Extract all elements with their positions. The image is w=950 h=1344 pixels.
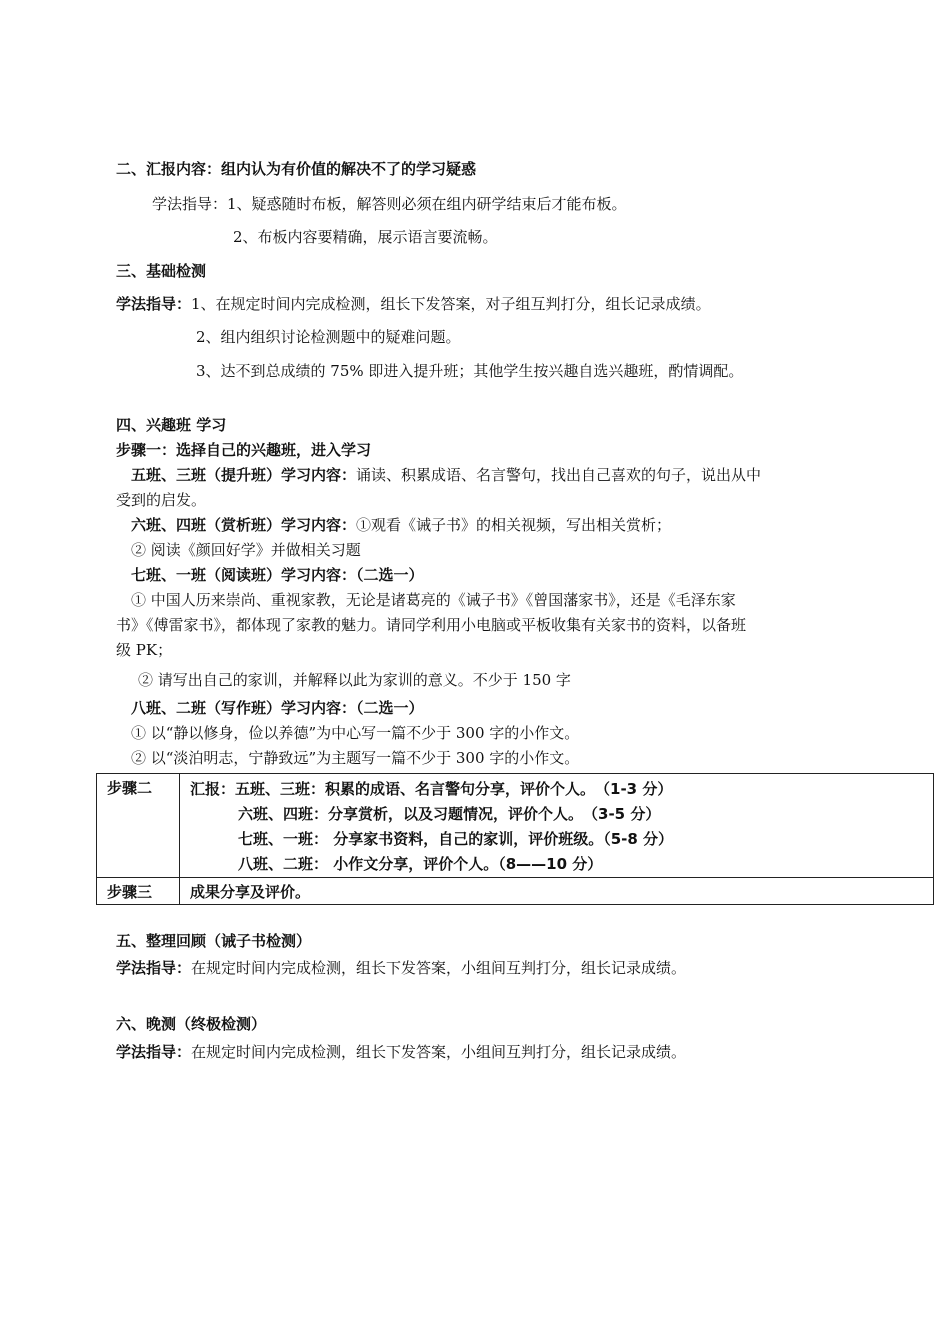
guide-text: 1、在规定时间内完成检测，组长下发答案，对子组互判打分，组长记录成绩。 [191,295,711,313]
class82-label: 八班、二班（写作班）学习内容：（二选一） [131,699,424,717]
step2-row [97,774,934,878]
step1-title: 步骤一：选择自己的兴趣班，进入学习 [116,441,372,459]
class71-line3: 级 PK； [116,641,173,659]
class53-line2: 受到的启发。 [116,491,207,509]
step2-line1: 汇报：五班、三班：积累的成语、名言警句分享，评价个人。 （1-3 分） [190,780,673,798]
section5-guide [116,958,686,978]
class82-line2: ② 以“淡泊明志，宁静致远”为主题写一篇不少于 300 字的小作文。 [131,749,580,767]
section3-guide-1 [116,294,711,314]
section5-heading: 五、整理回顾（诫子书检测） [116,932,312,950]
step3-row [97,878,934,905]
class71-line2: 书》《傅雷家书》，都体现了家教的魅力。请同学利用小电脑或平板收集有关家书的资料，以备班 [116,616,747,634]
section2-guide-2: 2、布板内容要精确，展示语言要流畅。 [233,228,498,246]
step2-content [180,774,934,878]
class64-line2: ② 阅读《颜回好学》并做相关习题 [131,541,361,559]
guide-label: 学法指导： [116,1043,192,1061]
section4-heading: 四、兴趣班 学习 [116,416,227,434]
guide-text: 在规定时间内完成检测，组长下发答案，小组间互判打分，组长记录成绩。 [191,959,687,977]
step3-content: 成果分享及评价。 [180,878,934,905]
class82-line1: ① 以“静以修身，俭以养德”为中心写一篇不少于 300 字的小作文。 [131,724,580,742]
guide-text: 在规定时间内完成检测，组长下发答案，小组间互判打分，组长记录成绩。 [191,1043,687,1061]
section6-guide [116,1042,686,1062]
class71-line1: ① 中国人历来崇尚、重视家教，无论是诸葛亮的《诫子书》《曾国藩家书》，还是《毛泽东家 [131,591,736,609]
class64-label: 六班、四班（赏析班）学习内容： [131,516,357,534]
step2-line2: 六班、四班：分享赏析，以及习题情况，评价个人。 （3-5 分） [238,805,661,823]
section6-heading: 六、晚测（终极检测） [116,1015,267,1033]
step2-line3: 七班、一班： 分享家书资料，自己的家训，评价班级。（5-8 分） [238,830,674,848]
section2-heading: 二、汇报内容：组内认为有价值的解决不了的学习疑惑 [116,160,477,178]
class64-text: ①观看《诫子书》的相关视频，写出相关赏析； [356,516,672,534]
class53-text: 诵读、积累成语、名言警句，找出自己喜欢的句子，说出从中 [356,466,762,484]
step2-label: 步骤二 [97,774,180,878]
class71-line4: ② 请写出自己的家训，并解释以此为家训的意义。不少于 150 字 [138,671,571,689]
steps-table [96,773,934,905]
step2-line4: 八班、二班： 小作文分享，评价个人。（8——10 分） [238,855,603,873]
section3-guide-2: 2、组内组织讨论检测题中的疑难问题。 [196,328,461,346]
section2-guide-1: 学法指导：1、疑惑随时布板，解答则必须在组内研学结束后才能布板。 [152,195,627,213]
class53-label: 五班、三班（提升班）学习内容： [131,466,357,484]
step3-label: 步骤三 [97,878,180,905]
section3-guide-3: 3、达不到总成绩的 75% 即进入提升班；其他学生按兴趣自选兴趣班，酌情调配。 [196,362,744,380]
guide-label: 学法指导： [116,295,192,313]
class71-label: 七班、一班（阅读班）学习内容：（二选一） [131,566,424,584]
class53-line1 [131,465,761,485]
guide-label: 学法指导： [116,959,192,977]
section3-heading: 三、基础检测 [116,262,207,280]
class64-line1 [131,515,671,535]
